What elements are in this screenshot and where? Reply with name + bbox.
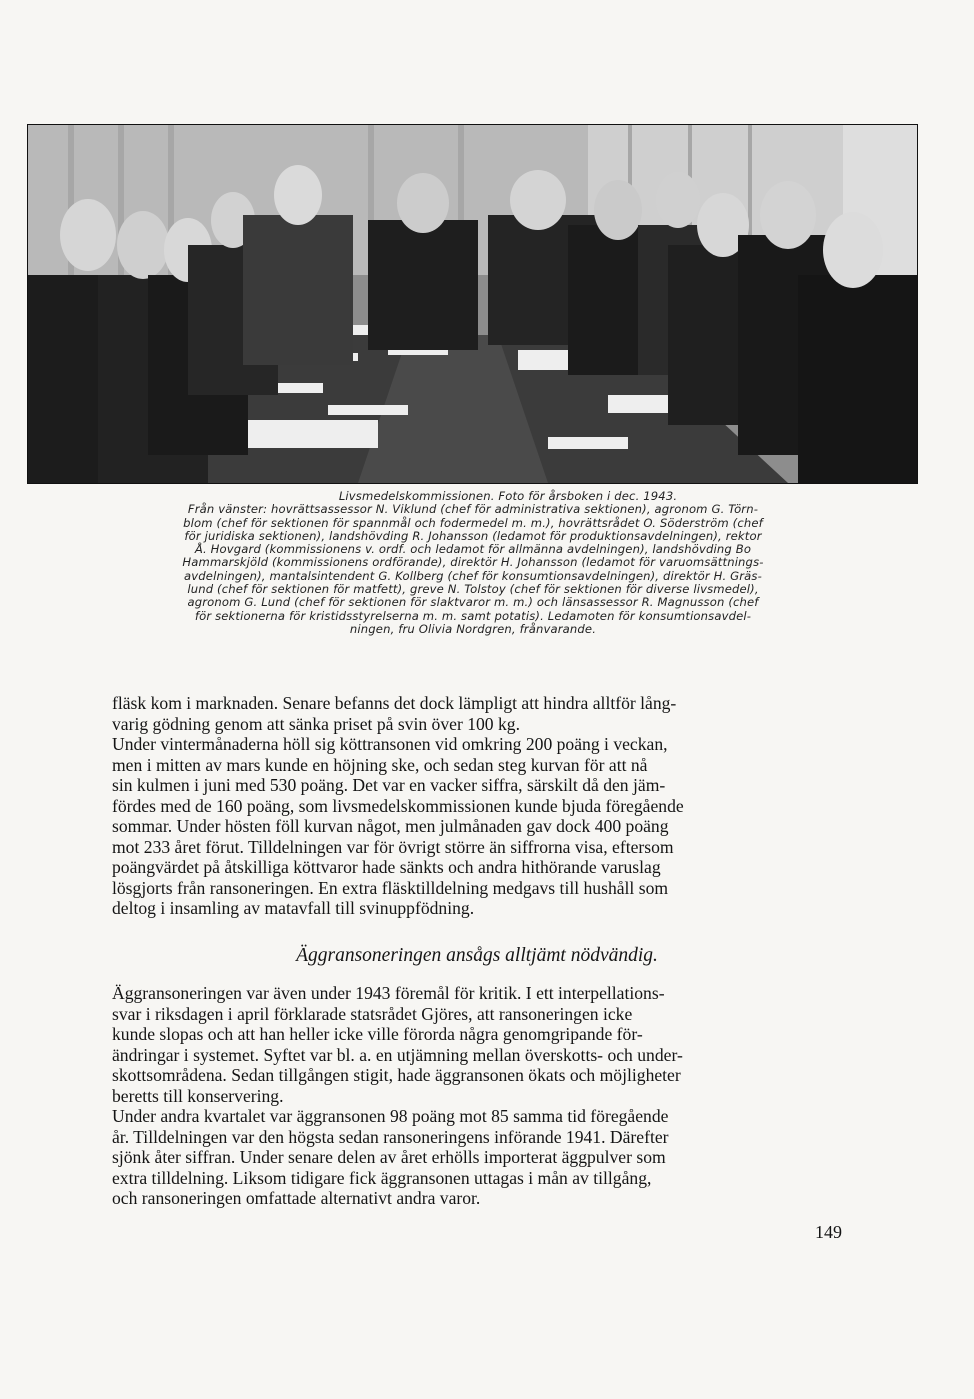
caption-line: Å. Hovgard (kommissionens v. ordf. och ledamot för allmänna avdelningen), landshövding Bo [194,542,752,557]
caption-line: för juridiska sektionen), landshövding R. Johansson (ledamot för produktionsavdelningen), rektor [184,528,762,543]
body-paragraph-meat-ration [112,693,842,919]
caption-title: Livsmedelskommissionen. Foto för årsboken i dec. 1943. [338,489,678,503]
text-line: varig gödning genom att sänka priset på svin över 100 kg. [112,713,520,734]
text-line: Äggransoneringen var även under 1943 föremål för kritik. I ett interpellations- [112,983,665,1003]
text-line: Under vintermånaderna höll sig köttransonen vid omkring 200 poäng i veckan, [112,734,668,754]
text-line: skottsområdena. Sedan tillgången stigit, hade äggransonen ökats och möjligheter [112,1065,681,1085]
text-line: deltog i insamling av matavfall till svinuppfödning. [112,898,475,918]
text-line: år. Tilldelningen var den högsta sedan ransoneringens införande 1941. Därefter [112,1126,669,1147]
caption-line: blom (chef för sektionen för spannmål och fodermedel m. m.), hovrättsrådet O. Söderström (chef [183,515,763,530]
caption-line: Hammarskjöld (kommissionens ordförande), direktör H. Johansson (ledamot för varuomsättnings- [182,555,764,570]
text-line: lösgjorts från ransoneringen. En extra fläsktilldelning medgavs till hushåll som [112,877,669,898]
caption-body [93,503,853,636]
text-line: sommar. Under hösten föll kurvan något, men julmånaden gav dock 400 poäng [112,816,669,836]
caption-line: ningen, fru Olivia Nordgren, frånvarande. [349,621,597,636]
text-line: sin kulmen i juni med 530 poäng. Det var en vacker siffra, särskilt då den jäm- [112,775,666,795]
caption-line: avdelningen), mantalsintendent G. Kollberg (chef för konsumtionsavdelningen), direktör H. Gräs- [184,568,762,583]
body-paragraph-egg-ration [112,983,842,1209]
text-line: poängvärdet på åtskilliga köttvaror hade sänkts och andra hithörande varuslag [112,857,661,877]
text-line: kunde slopas och att han heller icke ville förorda några genomgripande för- [112,1024,643,1044]
text-line: och ransoneringen omfattade alternativt andra varor. [112,1188,481,1208]
caption-line: agronom G. Lund (chef för sektionen för slaktvaror m. m.) och länsassessor R. Magnusson (chef [187,595,759,610]
page-number: 149 [815,1222,842,1242]
caption-line: lund (chef för sektionen för matfett), greve N. Tolstoy (chef för sektionen för diverse livsmedel), [187,582,759,597]
text-line: svar i riksdagen i april förklarade statsrådet Gjöres, att ransoneringen icke [112,1003,633,1024]
text-line: fläsk kom i marknaden. Senare befanns det dock lämpligt att hindra alltför lång- [112,693,677,713]
text-line: men i mitten av mars kunde en höjning ske, och sedan steg kurvan för att nå [112,754,648,775]
text-line: extra tilldelning. Liksom tidigare fick äggransonen uttagas i mån av tillgång, [112,1167,652,1188]
photo-caption [93,490,853,636]
text-line: ändringar i systemet. Syftet var bl. a. en utjämning mellan överskotts- och under- [112,1044,683,1065]
meeting-photo [27,124,918,484]
text-line: beretts till konservering. [112,1085,284,1106]
caption-line: för sektionerna för kristidsstyrelserna m. m. samt potatis). Ledamoten för konsumtionsavdel- [194,608,752,623]
section-heading: Äggransoneringen ansågs alltjämt nödvändig. [296,945,658,966]
caption-line: Från vänster: hovrättsassessor N. Viklund (chef för administrativa sektionen), agronom G. Törn- [187,502,759,517]
text-line: sjönk åter siffran. Under senare delen av året erhölls importerat äggpulver som [112,1147,666,1167]
text-line: fördes med de 160 poäng, som livsmedelskommissionen kunde bjuda föregående [112,795,684,816]
text-line: Under andra kvartalet var äggransonen 98 poäng mot 85 samma tid föregående [112,1106,669,1126]
text-line: mot 233 året förut. Tilldelningen var för övrigt större än siffrorna visa, eftersom [112,836,674,857]
meeting-photo-illustration [28,125,917,483]
